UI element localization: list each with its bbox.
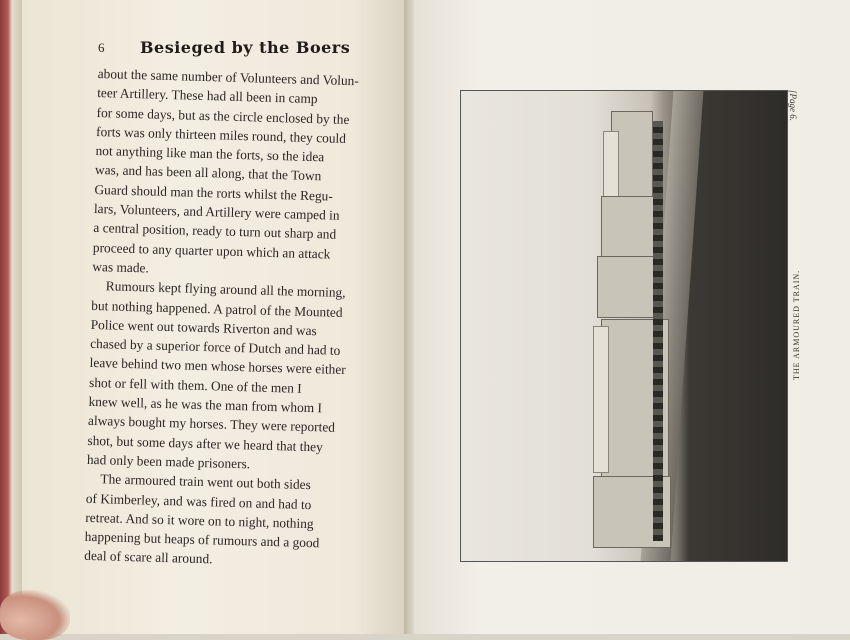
photo-caption: THE ARMOURED TRAIN. [792,269,801,380]
text-line: lars, Volunteers, and Artillery were camped in [93,201,340,223]
text-line: was made. [92,258,150,276]
text-line: Guard should man the rorts whilst the Regu- [94,181,334,204]
text-line: The armoured train went out both sides [100,471,312,493]
train-wheels [653,121,663,541]
text-line: Police went out towards Riverton and was [90,316,317,339]
page-reference: [Page 6. [788,90,798,121]
text-line: a central position, ready to turn out sharp and [93,220,337,243]
text-line: of Kimberley, and was fired on and had to [85,490,312,512]
text-line: retreat. And so it wore on to night, nothing [85,509,314,532]
text-line: not anything like man the forts, so the idea [95,143,325,165]
train-car-roof [593,326,609,473]
reader-thumb [0,590,70,640]
running-head [78,38,378,58]
text-line: shot or fell with them. One of the men I [88,374,302,396]
text-line: about the same number of Volunteers and Volun- [97,65,360,89]
train-car [597,256,657,318]
text-line: proceed to any quarter upon which an attack [92,239,331,262]
text-line: but nothing happened. A patrol of the Mounted [91,297,343,320]
text-line: always bought my horses. They were reported [87,413,336,436]
text-line: knew well, as he was the man from whom I [88,393,323,416]
text-line: deal of scare all around. [84,548,213,567]
text-line: had only been made prisoners. [86,451,251,472]
text-line: chased by a superior force of Dutch and had to [89,336,341,359]
book-cover-edge [0,0,22,634]
text-line: was, and has been all along, that the Town [94,162,322,184]
text-line: leave behind two men whose horses were either [89,355,346,378]
text-line: teer Artillery. These had all been in camp [96,85,318,107]
body-text [84,64,388,574]
text-line: shot, but some days after we heard that they [87,432,324,455]
page-number: 6 [98,40,105,55]
text-line: happening but heaps of rumours and a good [84,528,320,551]
running-head-title: Besieged by the Boers [140,38,351,57]
text-line: Rumours kept flying around all the morning, [105,278,346,301]
text-line: for some days, but as the circle enclosed by the [96,104,350,127]
armoured-train-photo [460,90,788,562]
text-line: forts was only thirteen miles round, they could [95,123,347,146]
